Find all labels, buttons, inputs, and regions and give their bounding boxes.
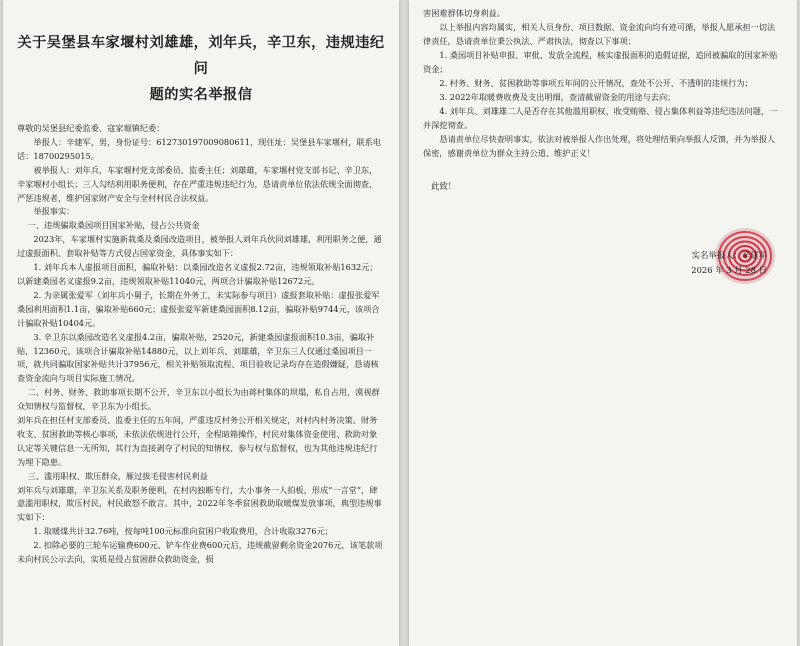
letter-body-left — [17, 122, 385, 567]
title-line-2: 题的实名举报信 — [149, 87, 253, 103]
facts-heading: 举报事实： — [33, 206, 75, 217]
salutation: 尊敬的吴堡县纪委监委、寇家塬镇纪委： — [17, 123, 165, 133]
final-appeal: 恳请责单位尽快查明事实，依法对被举报人作出处理，将处理结果向举报人反馈，并为举报人保密，感谢责单位为群众主持公道、维护正义！ — [423, 134, 776, 158]
section-2-text: 刘年兵在担任村支部委员、监委主任的五年间，严重违反村务公开相关规定，对村内村务决策、财务收支、贫困救助等核心事项，未依法依规进行公开，全程暗箱操作，村民对集体资金使用、救助对象认定等关键信息一无所知，其行为直接剥夺了村民的知情权、参与权与监督权，也为其他违规违纪行为埋下隐患。 — [17, 415, 378, 467]
fact-1-2: 2. 为亲属张爱军（刘年兵小舅子，长期在外务工，未实际参与项目）虚报套取补贴：虚报张爱军桑园利用面积1.1亩，骗取补贴660元；虚报张爱军新建桑园面积8.12亩，骗取补贴9744元，该项合计骗取补贴10404元。 — [17, 289, 380, 328]
fact-3-1: 1. 取暖煤共计32.76吨，按每吨100元标准向贫困户收取费用，合计收取3276元； — [33, 526, 333, 537]
section-heading-2: 二、村务、财务、救助事项长期不公开，辛卫东以小组长为由蒋村集体的坝塌，私自占用，漠视群众知情权与监督权，辛卫东为小组长。 — [17, 387, 380, 412]
signature-date: 2026 年 3 月 28 日 — [691, 265, 767, 275]
closing-text: 此致！ — [431, 181, 457, 191]
section-heading-3: 三、滥用职权、欺压群众，雁过拔毛侵害村民利益 — [27, 470, 208, 481]
title-line-1: 关于吴堡县车家堰村刘雄雄，刘年兵，辛卫东，违规违纪问 — [17, 35, 385, 77]
fact-1-3: 3. 辛卫东以桑园改造名义虚报4.2亩，骗取补贴，2520元，新建桑园虚报面积10.3亩，骗取补贴，12360元，该项合计骗取补贴14880元，以上刘年兵、刘雄雄，辛卫东三人仅通过桑园项目一项，就共同骗取国家补贴共计37956元，相关补贴领取流程、项目验收记录均存在造假嫌疑，恳请核查资金流向与项目实际施工情况。 — [17, 331, 379, 384]
requests-intro: 以上举报内容均属实，相关人员身份、项目数据、资金流向均有迹可循，举报人愿承担一切法律责任，恳请责单位秉公执法、严肃执法，彻查以下事项： — [423, 22, 776, 46]
request-1: 1. 桑园项目补贴申报、审批、发放全流程，核实虚报面积的造假证据，追回被骗取的国家补贴资金； — [423, 50, 778, 74]
signature-label: 实名举报人： — [691, 250, 742, 260]
letter-page-2 — [409, 0, 797, 646]
section-3-intro: 刘年兵与刘雄雄，辛卫东关系及职务便利，在村内独断专行，大小事务一人拍板，形成“一言堂”，肆意滥用职权，欺压村民，村民敢怒不敢言。其中，2022年冬季贫困救助取暖煤发放事项，典型违规事实如下： — [17, 484, 382, 523]
letter-body-right — [423, 6, 783, 160]
fact-3-2: 2. 扣除必要的三轮车运输费600元、铲车作业费600元后，违规截留剩余资金2076元，该笔款项未向村民公示去向，实质是侵占贫困群众救助资金，损 — [17, 540, 383, 565]
request-4: 4. 刘年兵、刘雄雄二人是否存在其他滥用职权、收受贿赂、侵占集体利益等违纪违法问题，一并深挖彻查。 — [423, 106, 778, 130]
signature-block — [691, 248, 767, 278]
continued-text: 害困难群体切身利益。 — [423, 8, 505, 18]
letter-page-1 — [3, 0, 399, 646]
fact-1-1: 1. 刘年兵本人虚报项目面积，骗取补贴：以桑园改造名义虚报2.72亩，违规领取补贴1632元；以新建桑园名义虚报9.2亩，违规领取补贴11040元，两项合计骗取补贴12672元。 — [17, 262, 378, 286]
section-heading-1: 一、违规骗取桑园项目国家补贴，侵占公共资金 — [27, 220, 200, 231]
section-1-intro: 2023年，车家堰村实施新栽桑及桑园改造项目，被举报人刘年兵伙同刘雄雄，利用职务之便，通过虚报面积、套取补贴等方式侵占国家资金，具体事实如下： — [17, 234, 382, 259]
signature-name: 辛建军 — [741, 250, 767, 260]
reporter-info: 举报人：辛建军，男，身份证号：612730197009080611，现住址：吴堡县车家堰村，联系电话：18700295015。 — [17, 136, 381, 161]
request-2: 2. 村务、财务、贫困救助等事项五年间的公开情况，查处不公开、不透明的违规行为； — [439, 78, 753, 88]
letter-title — [17, 30, 385, 108]
accused-info: 被举报人：刘年兵，车家堰村党支部委员、监委主任；刘雄雄，车家堰村党支部书记、辛卫东，辛家堰村小组长；三人勾结利用职务便利，存在严重违规违纪行为，恳请责单位依法依规全面彻查，严惩违规者，维护国家财产安全与全村村民合法权益。 — [17, 164, 378, 203]
request-3: 3. 2022年取暖费收费及支出明细，查清截留资金的用途与去向； — [439, 92, 676, 102]
